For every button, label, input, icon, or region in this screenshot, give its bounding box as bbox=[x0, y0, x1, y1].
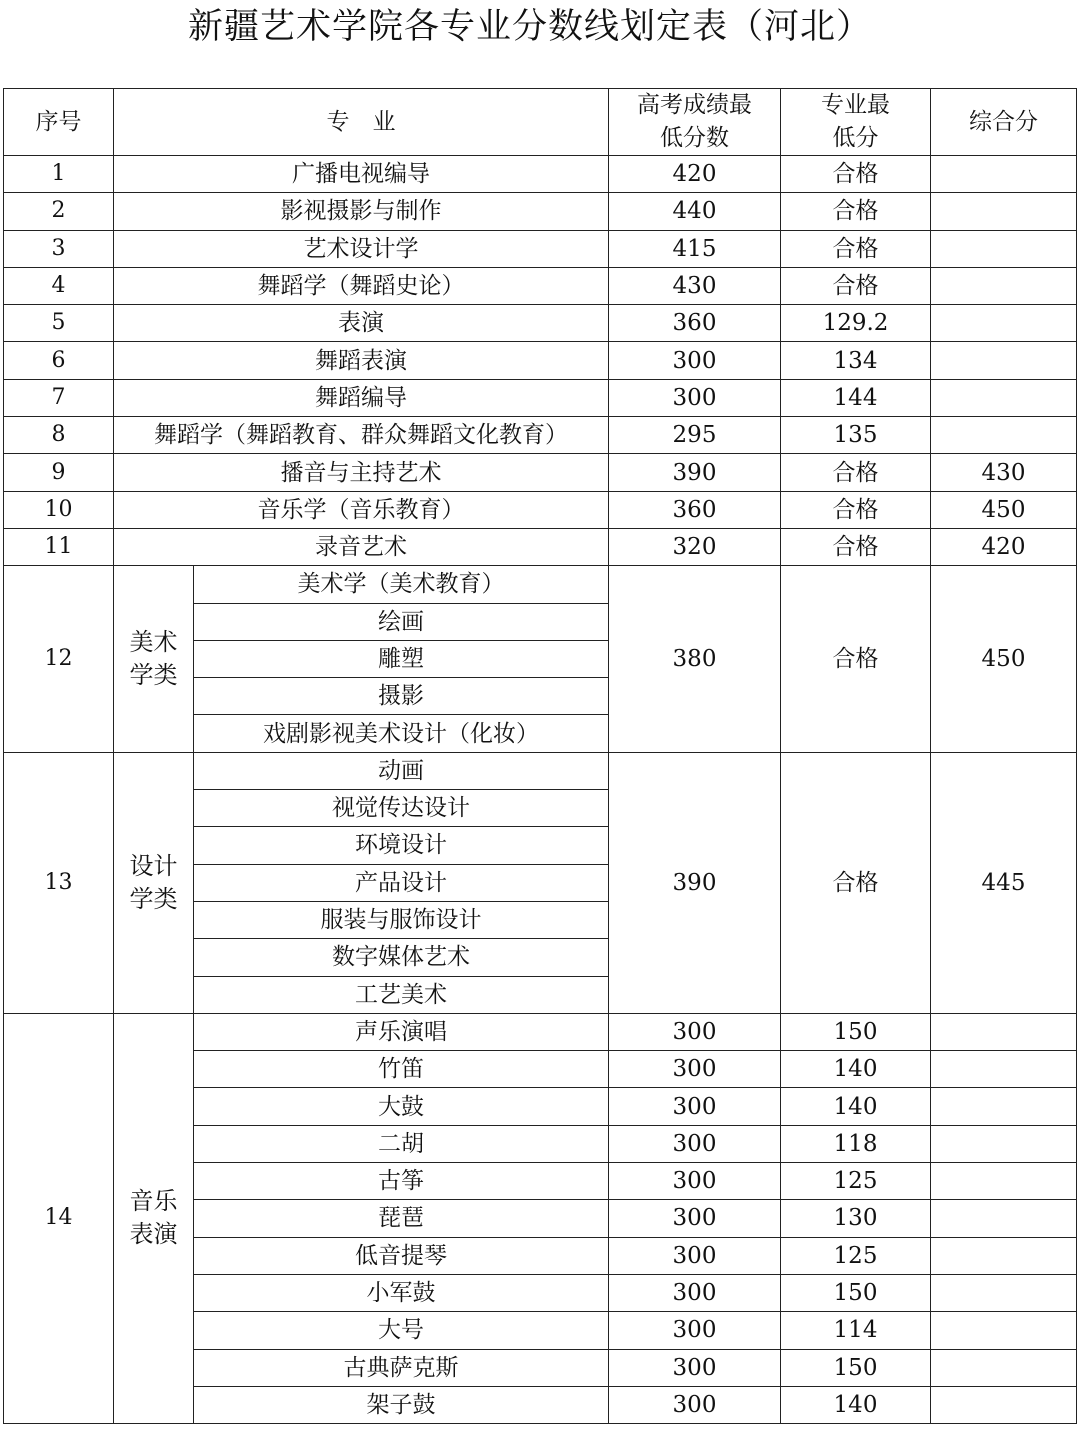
row-major: 大号 bbox=[194, 1312, 609, 1349]
row-major: 影视摄影与制作 bbox=[114, 193, 609, 230]
row-pro-score: 150 bbox=[781, 1349, 931, 1386]
row-total-score bbox=[931, 1088, 1077, 1125]
row-major: 竹笛 bbox=[194, 1051, 609, 1088]
header-no: 序号 bbox=[4, 89, 114, 156]
row-category: 音乐表演 bbox=[114, 1013, 194, 1423]
row-gaokao-score: 300 bbox=[609, 1125, 781, 1162]
page-title: 新疆艺术学院各专业分数线划定表（河北） bbox=[187, 7, 872, 47]
row-major: 雕塑 bbox=[194, 640, 609, 677]
row-major: 录音艺术 bbox=[114, 528, 609, 565]
row-total-score: 445 bbox=[931, 752, 1077, 1013]
row-major: 工艺美术 bbox=[194, 976, 609, 1013]
row-number: 11 bbox=[4, 528, 114, 565]
row-gaokao-score: 300 bbox=[609, 1200, 781, 1237]
table-body bbox=[4, 156, 1077, 1424]
row-pro-score: 合格 bbox=[781, 230, 931, 267]
row-total-score bbox=[931, 1051, 1077, 1088]
row-gaokao-score: 430 bbox=[609, 267, 781, 304]
row-gaokao-score: 300 bbox=[609, 1088, 781, 1125]
row-total-score bbox=[931, 1237, 1077, 1274]
row-pro-score: 125 bbox=[781, 1163, 931, 1200]
row-major: 戏剧影视美术设计（化妆） bbox=[194, 715, 609, 752]
row-pro-score: 130 bbox=[781, 1200, 931, 1237]
row-number: 8 bbox=[4, 417, 114, 454]
table-row bbox=[4, 305, 1077, 342]
table-row bbox=[4, 230, 1077, 267]
row-total-score: 450 bbox=[931, 491, 1077, 528]
row-major: 绘画 bbox=[194, 603, 609, 640]
row-gaokao-score: 390 bbox=[609, 454, 781, 491]
row-pro-score: 129.2 bbox=[781, 305, 931, 342]
row-number: 3 bbox=[4, 230, 114, 267]
row-gaokao-score: 300 bbox=[609, 1386, 781, 1423]
row-pro-score: 合格 bbox=[781, 454, 931, 491]
row-major: 小军鼓 bbox=[194, 1274, 609, 1311]
row-number: 10 bbox=[4, 491, 114, 528]
row-pro-score: 144 bbox=[781, 379, 931, 416]
row-pro-score: 合格 bbox=[781, 752, 931, 1013]
table-row bbox=[4, 566, 1077, 603]
row-major: 服装与服饰设计 bbox=[194, 901, 609, 938]
row-gaokao-score: 300 bbox=[609, 342, 781, 379]
row-total-score bbox=[931, 1200, 1077, 1237]
row-number: 6 bbox=[4, 342, 114, 379]
row-major: 古筝 bbox=[194, 1163, 609, 1200]
row-total-score bbox=[931, 1013, 1077, 1050]
table-row bbox=[4, 267, 1077, 304]
row-total-score bbox=[931, 156, 1077, 193]
table-row bbox=[4, 379, 1077, 416]
row-number: 7 bbox=[4, 379, 114, 416]
table-row bbox=[4, 193, 1077, 230]
row-pro-score: 合格 bbox=[781, 193, 931, 230]
table-row bbox=[4, 1013, 1077, 1050]
row-number: 2 bbox=[4, 193, 114, 230]
row-gaokao-score: 300 bbox=[609, 1312, 781, 1349]
row-total-score bbox=[931, 230, 1077, 267]
row-gaokao-score: 295 bbox=[609, 417, 781, 454]
row-major: 声乐演唱 bbox=[194, 1013, 609, 1050]
row-total-score bbox=[931, 342, 1077, 379]
row-total-score bbox=[931, 1349, 1077, 1386]
row-total-score bbox=[931, 417, 1077, 454]
row-gaokao-score: 360 bbox=[609, 305, 781, 342]
row-pro-score: 150 bbox=[781, 1274, 931, 1311]
table-row bbox=[4, 417, 1077, 454]
row-pro-score: 合格 bbox=[781, 491, 931, 528]
header-major: 专 业 bbox=[114, 89, 609, 156]
header-total: 综合分 bbox=[931, 89, 1077, 156]
row-number: 9 bbox=[4, 454, 114, 491]
row-gaokao-score: 300 bbox=[609, 1051, 781, 1088]
row-major: 音乐学（音乐教育） bbox=[114, 491, 609, 528]
row-major: 舞蹈学（舞蹈教育、群众舞蹈文化教育） bbox=[114, 417, 609, 454]
row-pro-score: 114 bbox=[781, 1312, 931, 1349]
row-gaokao-score: 440 bbox=[609, 193, 781, 230]
row-major: 环境设计 bbox=[194, 827, 609, 864]
row-gaokao-score: 300 bbox=[609, 1349, 781, 1386]
row-gaokao-score: 300 bbox=[609, 1013, 781, 1050]
row-major: 舞蹈表演 bbox=[114, 342, 609, 379]
row-gaokao-score: 300 bbox=[609, 1237, 781, 1274]
row-gaokao-score: 300 bbox=[609, 379, 781, 416]
row-number: 1 bbox=[4, 156, 114, 193]
row-pro-score: 合格 bbox=[781, 566, 931, 752]
row-pro-score: 合格 bbox=[781, 156, 931, 193]
row-major: 表演 bbox=[114, 305, 609, 342]
row-major: 数字媒体艺术 bbox=[194, 939, 609, 976]
row-total-score bbox=[931, 1163, 1077, 1200]
row-category: 美术学类 bbox=[114, 566, 194, 752]
row-major: 动画 bbox=[194, 752, 609, 789]
row-category: 设计学类 bbox=[114, 752, 194, 1013]
row-number: 5 bbox=[4, 305, 114, 342]
row-major: 低音提琴 bbox=[194, 1237, 609, 1274]
row-gaokao-score: 300 bbox=[609, 1274, 781, 1311]
row-major: 二胡 bbox=[194, 1125, 609, 1162]
row-gaokao-score: 380 bbox=[609, 566, 781, 752]
row-number: 13 bbox=[4, 752, 114, 1013]
row-total-score: 430 bbox=[931, 454, 1077, 491]
score-table bbox=[3, 88, 1077, 1424]
row-number: 12 bbox=[4, 566, 114, 752]
row-pro-score: 125 bbox=[781, 1237, 931, 1274]
row-pro-score: 150 bbox=[781, 1013, 931, 1050]
row-pro-score: 140 bbox=[781, 1088, 931, 1125]
table-row bbox=[4, 454, 1077, 491]
row-major: 架子鼓 bbox=[194, 1386, 609, 1423]
row-total-score bbox=[931, 1312, 1077, 1349]
row-total-score bbox=[931, 1274, 1077, 1311]
table-row bbox=[4, 491, 1077, 528]
table-row bbox=[4, 752, 1077, 789]
header-gaokao: 高考成绩最低分数 bbox=[609, 89, 781, 156]
row-major: 产品设计 bbox=[194, 864, 609, 901]
row-gaokao-score: 390 bbox=[609, 752, 781, 1013]
row-pro-score: 合格 bbox=[781, 528, 931, 565]
row-pro-score: 135 bbox=[781, 417, 931, 454]
row-gaokao-score: 420 bbox=[609, 156, 781, 193]
row-total-score bbox=[931, 193, 1077, 230]
table-row bbox=[4, 342, 1077, 379]
row-major: 视觉传达设计 bbox=[194, 790, 609, 827]
row-total-score: 450 bbox=[931, 566, 1077, 752]
row-major: 舞蹈编导 bbox=[114, 379, 609, 416]
row-number: 4 bbox=[4, 267, 114, 304]
table-row bbox=[4, 528, 1077, 565]
table-row bbox=[4, 156, 1077, 193]
row-total-score bbox=[931, 379, 1077, 416]
row-major: 古典萨克斯 bbox=[194, 1349, 609, 1386]
row-major: 大鼓 bbox=[194, 1088, 609, 1125]
row-major: 琵琶 bbox=[194, 1200, 609, 1237]
row-pro-score: 140 bbox=[781, 1386, 931, 1423]
row-total-score bbox=[931, 1125, 1077, 1162]
row-gaokao-score: 300 bbox=[609, 1163, 781, 1200]
row-gaokao-score: 415 bbox=[609, 230, 781, 267]
row-pro-score: 140 bbox=[781, 1051, 931, 1088]
row-major: 美术学（美术教育） bbox=[194, 566, 609, 603]
row-pro-score: 合格 bbox=[781, 267, 931, 304]
row-number: 14 bbox=[4, 1013, 114, 1423]
header-row bbox=[4, 89, 1077, 156]
row-major: 播音与主持艺术 bbox=[114, 454, 609, 491]
row-gaokao-score: 320 bbox=[609, 528, 781, 565]
row-total-score bbox=[931, 267, 1077, 304]
row-major: 舞蹈学（舞蹈史论） bbox=[114, 267, 609, 304]
row-major: 摄影 bbox=[194, 678, 609, 715]
row-gaokao-score: 360 bbox=[609, 491, 781, 528]
row-total-score: 420 bbox=[931, 528, 1077, 565]
header-pro: 专业最低分 bbox=[781, 89, 931, 156]
row-major: 广播电视编导 bbox=[114, 156, 609, 193]
row-total-score bbox=[931, 305, 1077, 342]
row-total-score bbox=[931, 1386, 1077, 1423]
row-pro-score: 134 bbox=[781, 342, 931, 379]
row-major: 艺术设计学 bbox=[114, 230, 609, 267]
row-pro-score: 118 bbox=[781, 1125, 931, 1162]
